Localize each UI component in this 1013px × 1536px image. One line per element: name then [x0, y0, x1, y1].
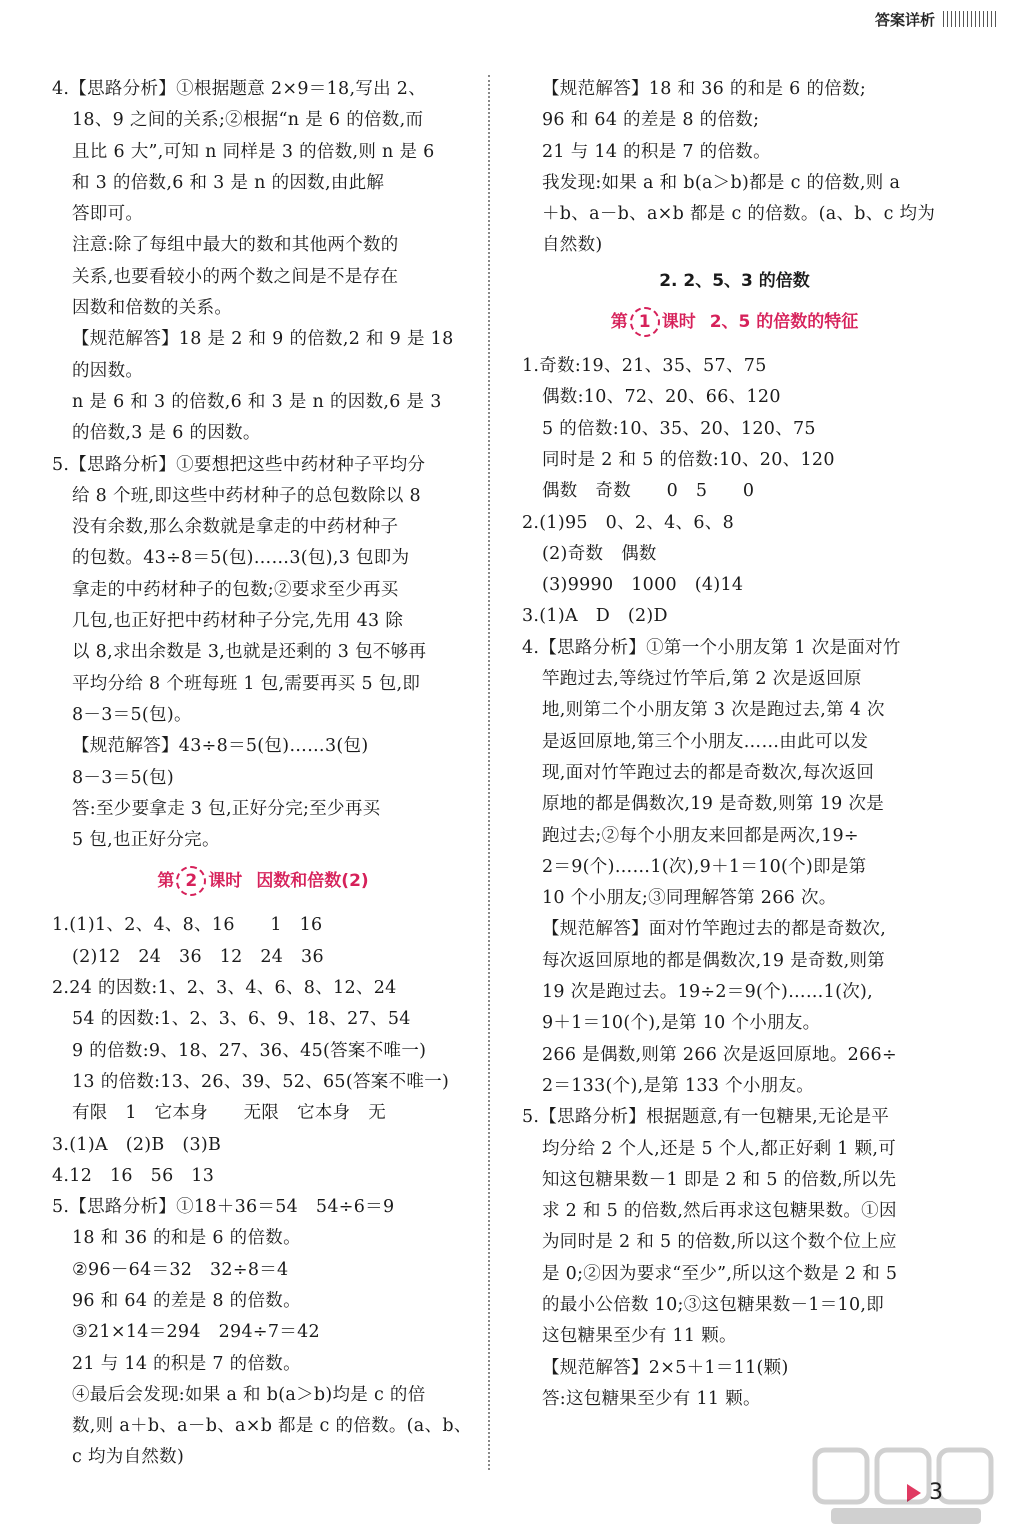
text-line: 18 和 36 的和是 6 的倍数。	[72, 1228, 301, 1249]
text-line: 注意:除了每组中最大的数和其他两个数的	[72, 235, 399, 256]
text-line: 答即可。	[72, 204, 144, 225]
text-line: 答:这包糖果至少有 11 颗。	[542, 1388, 761, 1409]
text-line: 54 的因数:1、2、3、6、9、18、27、54	[72, 1009, 411, 1030]
lesson-number-badge: 1	[630, 307, 660, 337]
text-line: 8－3＝5(包)。	[72, 704, 192, 725]
text-line: 的包数。43÷8＝5(包)……3(包),3 包即为	[72, 548, 410, 569]
text-line: 知这包糖果数－1 即是 2 和 5 的倍数,所以先	[542, 1169, 897, 1190]
text-line: 以 8,求出余数是 3,也就是还剩的 3 包不够再	[72, 642, 427, 663]
text-line: 5 的倍数:10、35、20、120、75	[542, 418, 816, 439]
text-line: 是 0;②因为要求“至少”,所以这个数是 2 和 5	[542, 1263, 898, 1284]
text-line: 4.12 16 56 13	[52, 1165, 215, 1186]
text-line: 原地的都是偶数次,19 是奇数,则第 19 次是	[542, 794, 885, 815]
text-line: 我发现:如果 a 和 b(a＞b)都是 c 的倍数,则 a	[542, 172, 901, 193]
text-line: 5 包,也正好分完。	[72, 830, 220, 851]
text-line: 的倍数,3 是 6 的因数。	[72, 423, 261, 444]
text-line: 这包糖果至少有 11 颗。	[542, 1326, 737, 1347]
text-line: 没有余数,那么余数就是拿走的中药材种子	[72, 517, 399, 538]
text-line: n 是 6 和 3 的倍数,6 和 3 是 n 的因数,6 是 3	[72, 391, 442, 412]
text-line: 现,面对竹竿跑过去的都是奇数次,每次返回	[542, 762, 875, 783]
text-line: 5.【思路分析】①要想把这些中药材种子平均分	[52, 454, 426, 475]
text-line: 9 的倍数:9、18、27、36、45(答案不唯一)	[72, 1040, 427, 1061]
text-line: 同时是 2 和 5 的倍数:10、20、120	[542, 449, 835, 470]
lesson-suffix: 课时	[661, 312, 696, 333]
text-line: 18、9 之间的关系;②根据“n 是 6 的倍数,而	[72, 110, 424, 131]
text-line: 求 2 和 5 的倍数,然后再求这包糖果数。①因	[542, 1201, 897, 1222]
text-line: 和 3 的倍数,6 和 3 是 n 的因数,由此解	[72, 172, 385, 193]
text-line: 266 是偶数,则第 266 次是返回原地。266÷	[542, 1044, 897, 1065]
lesson-heading	[522, 305, 947, 339]
text-line: 的因数。	[72, 360, 144, 381]
text-line: 偶数:10、72、20、66、120	[542, 387, 781, 408]
text-line: 13 的倍数:13、26、39、52、65(答案不唯一)	[72, 1071, 450, 1092]
section-title: 2. 2、5、3 的倍数	[659, 270, 810, 291]
column-divider	[488, 75, 490, 1470]
text-line: 19 次是跑过去。19÷2＝9(个)……1(次),	[542, 982, 874, 1003]
text-line: 跑过去;②每个小朋友来回都是两次,19÷	[542, 825, 859, 846]
text-line: 【规范解答】18 是 2 和 9 的倍数,2 和 9 是 18	[72, 329, 454, 350]
lesson-number-badge: 2	[176, 866, 206, 896]
text-line: 4.【思路分析】①根据题意 2×9＝18,写出 2、	[52, 79, 427, 99]
text-line: 地,则第二个小朋友第 3 次是跑过去,第 4 次	[542, 700, 885, 721]
text-line: 偶数 奇数 0 5 0	[542, 481, 755, 502]
text-line: 9＋1＝10(个),是第 10 个小朋友。	[542, 1013, 821, 1034]
text-line: 给 8 个班,即这些中药材种子的总包数除以 8	[72, 485, 421, 506]
text-line: 竿跑过去,等绕过竹竿后,第 2 次是返回原	[542, 669, 862, 690]
text-line: 21 与 14 的积是 7 的倍数。	[72, 1353, 301, 1374]
text-line: 10 个小朋友;③同理解答第 266 次。	[542, 888, 837, 909]
text-line: 2＝9(个)……1(次),9＋1＝10(个)即是第	[542, 856, 867, 877]
page-number: 3	[929, 1480, 943, 1505]
text-line: 2＝133(个),是第 133 个小朋友。	[542, 1075, 815, 1096]
left-column	[52, 74, 474, 1474]
text-line: 2.24 的因数:1、2、3、4、6、8、12、24	[52, 978, 397, 999]
text-line: (3)9990 1000 (4)14	[542, 575, 744, 596]
text-line: 5.【思路分析】根据题意,有一包糖果,无论是平	[522, 1107, 890, 1128]
lesson-prefix: 第	[157, 871, 175, 892]
text-line: 3.(1)A (2)B (3)B	[52, 1134, 222, 1155]
text-line: 96 和 64 的差是 8 的倍数;	[542, 110, 760, 131]
page-header	[0, 0, 1013, 36]
text-line: (2)12 24 36 12 24 36	[72, 946, 324, 967]
text-line: 是返回原地,第三个小朋友……由此可以发	[542, 731, 869, 752]
text-line: 的最小公倍数 10;③这包糖果数－1＝10,即	[542, 1294, 885, 1315]
text-line: 因数和倍数的关系。	[72, 298, 233, 319]
text-line: c 均为自然数)	[72, 1447, 185, 1468]
text-line: 有限 1 它本身 无限 它本身 无	[72, 1103, 387, 1124]
lesson-heading	[52, 864, 474, 898]
watermark-logo	[811, 1446, 1001, 1528]
text-line: ②96－64＝32 32÷8＝4	[72, 1259, 289, 1280]
text-line: 21 与 14 的积是 7 的倍数。	[542, 141, 771, 162]
text-line: 答:至少要拿走 3 包,正好分完;至少再买	[72, 798, 381, 819]
header-title: 答案详析	[874, 11, 935, 29]
text-line: 5.【思路分析】①18＋36＝54 54÷6＝9	[52, 1197, 395, 1218]
text-line: 为同时是 2 和 5 的倍数,所以这个数个位上应	[542, 1232, 897, 1253]
lesson-suffix: 课时	[208, 871, 243, 892]
text-line: 数,则 a＋b、a－b、a×b 都是 c 的倍数。(a、b、	[72, 1416, 472, 1437]
text-line: 【规范解答】43÷8＝5(包)……3(包)	[72, 736, 369, 757]
text-line: 1.奇数:19、21、35、57、75	[522, 356, 767, 377]
text-line: 3.(1)A D (2)D	[522, 606, 668, 627]
lesson-title: 2、5 的倍数的特征	[709, 312, 859, 333]
text-line: 几包,也正好把中药材种子分完,先用 43 除	[72, 611, 404, 632]
text-line: 2.(1)95 0、2、4、6、8	[522, 512, 735, 533]
text-line: 8－3＝5(包)	[72, 767, 174, 788]
text-line: 均分给 2 个人,还是 5 个人,都正好剩 1 颗,可	[542, 1138, 897, 1159]
lesson-prefix: 第	[610, 312, 628, 333]
text-line: 自然数)	[542, 235, 603, 256]
text-line: 且比 6 大”,可知 n 同样是 3 的倍数,则 n 是 6	[72, 141, 435, 162]
text-line: (2)奇数 偶数	[542, 543, 657, 564]
text-line: 【规范解答】18 和 36 的和是 6 的倍数;	[542, 79, 867, 99]
text-line: 每次返回原地的都是偶数次,19 是奇数,则第	[542, 950, 886, 971]
text-line: 96 和 64 的差是 8 的倍数。	[72, 1290, 301, 1311]
text-line: ③21×14＝294 294÷7＝42	[72, 1322, 320, 1343]
text-line: 【规范解答】面对竹竿跑过去的都是奇数次,	[542, 919, 887, 940]
lesson-title: 因数和倍数(2)	[256, 871, 369, 892]
right-column	[522, 74, 947, 1415]
header-stripes-decoration	[943, 11, 999, 27]
text-line: 平均分给 8 个班每班 1 包,需要再买 5 包,即	[72, 673, 421, 694]
text-line: ④最后会发现:如果 a 和 b(a＞b)均是 c 的倍	[72, 1384, 426, 1405]
text-line: 4.【思路分析】①第一个小朋友第 1 次是面对竹	[522, 637, 901, 658]
text-line: ＋b、a－b、a×b 都是 c 的倍数。(a、b、c 均为	[542, 204, 936, 225]
text-line: 关系,也要看较小的两个数之间是不是存在	[72, 266, 399, 287]
text-line: 1.(1)1、2、4、8、16 1 16	[52, 915, 323, 936]
text-line: 【规范解答】2×5＋1＝11(颗)	[542, 1357, 789, 1378]
text-line: 拿走的中药材种子的包数;②要求至少再买	[72, 579, 399, 600]
